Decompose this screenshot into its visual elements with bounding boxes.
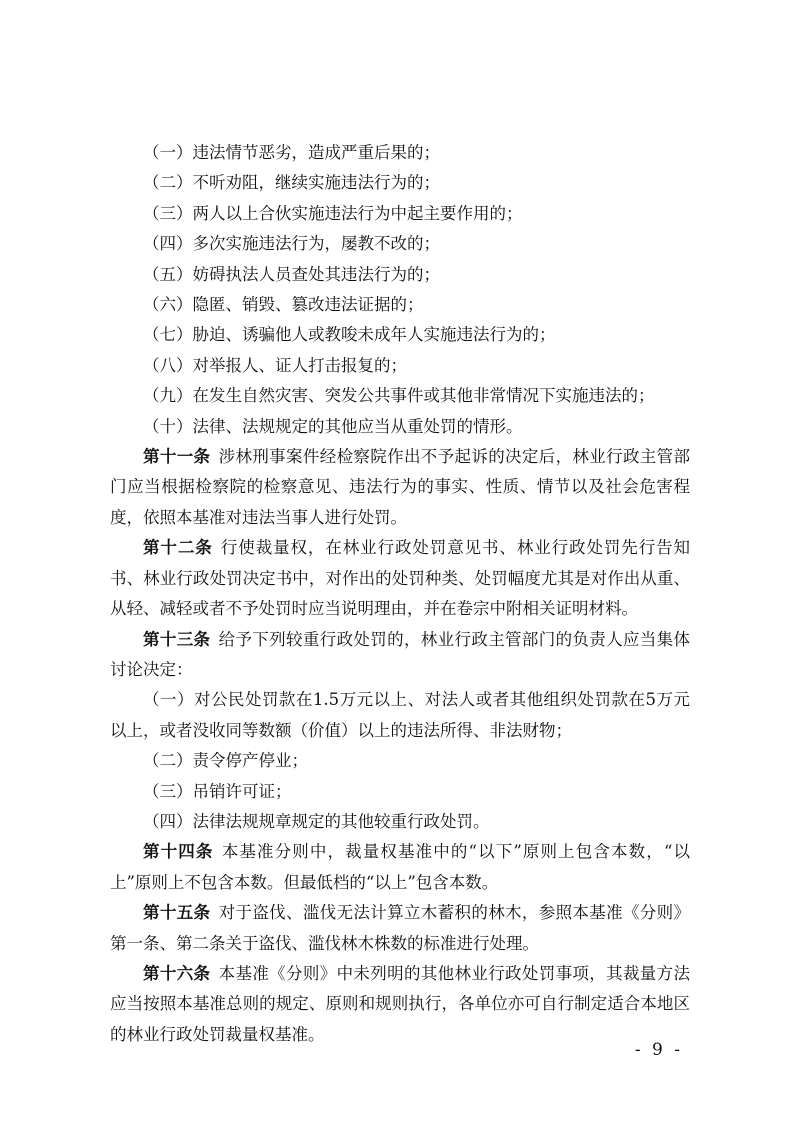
article-text: 本基准分则中，裁量权基准中的“以下”原则上包含本数，“以上”原则上不包含本数。但最低档的“以上”包含本数。 (110, 842, 691, 892)
list-item: （十）法律、法规规定的其他应当从重处罚的情形。 (143, 416, 523, 436)
list-item: （二）不听劝阻，继续实施违法行为的； (143, 173, 440, 193)
list-item: （一）对公民处罚款在1.5万元以上、对法人或者其他组织处罚款在5万元以上，或者没收同等数额（价值）以上的违法所得、非法财物； (110, 690, 690, 740)
list-item: （八）对举报人、证人打击报复的； (143, 355, 407, 375)
document-body (110, 138, 690, 1050)
page-number: - 9 - (634, 1040, 683, 1060)
article-text: 本基准《分则》中未列明的其他林业行政处罚事项，其裁量方法应当按照本基准总则的规定、原则和规则执行，各单位亦可自行制定适合本地区的林业行政处罚裁量权基准。 (110, 963, 691, 1044)
article-12 (110, 533, 690, 624)
list-item: （二）责令停产停业； (143, 751, 308, 771)
article-heading: 第十二条 (143, 538, 213, 558)
article-heading: 第十一条 (143, 447, 211, 467)
list-item: （三）两人以上合伙实施违法行为中起主要作用的； (143, 203, 523, 223)
article-heading: 第十五条 (143, 903, 211, 923)
list-item: （九）在发生自然灾害、突发公共事件或其他非常情况下实施违法的； (143, 386, 655, 406)
article-14 (110, 837, 690, 898)
list-item: （七）胁迫、诱骗他人或教唆未成年人实施违法行为的； (143, 325, 556, 345)
article-text: 行使裁量权，在林业行政处罚意见书、林业行政处罚先行告知书、林业行政处罚决定书中，对作出的处罚种类、处罚幅度尤其是对作出从重、从轻、减轻或者不予处罚时应当说明理由，并在卷宗中附相关证明材料。 (110, 538, 691, 619)
article-heading: 第十六条 (143, 963, 211, 983)
article-text: 涉林刑事案件经检察院作出不予起诉的决定后，林业行政主管部门应当根据检察院的检察意见、违法行为的事实、性质、情节以及社会危害程度，依照本基准对违法当事人进行处罚。 (110, 447, 691, 527)
article-11 (110, 442, 690, 533)
list-item: （五）妨碍执法人员查处其违法行为的； (143, 264, 440, 284)
article-13 (110, 625, 690, 686)
article-15 (110, 898, 690, 959)
article-heading: 第十四条 (143, 842, 214, 862)
article-text: 对于盗伐、滥伐无法计算立木蓄积的林木，参照本基准《分则》第一条、第二条关于盗伐、滥伐林木株数的标准进行处理。 (110, 903, 691, 953)
list-item: （三）吊销许可证； (143, 781, 292, 801)
article-16 (110, 959, 690, 1050)
list-item: （四）多次实施违法行为，屡教不改的； (143, 234, 440, 254)
list-item: （一）违法情节恶劣，造成严重后果的； (143, 143, 440, 162)
article-heading: 第十三条 (143, 629, 211, 649)
list-item: （四）法律法规规章规定的其他较重行政处罚。 (143, 811, 490, 831)
list-item: （六）隐匿、销毁、篡改违法证据的； (143, 295, 424, 315)
article-text: 给予下列较重行政处罚的，林业行政主管部门的负责人应当集体讨论决定： (110, 629, 691, 679)
